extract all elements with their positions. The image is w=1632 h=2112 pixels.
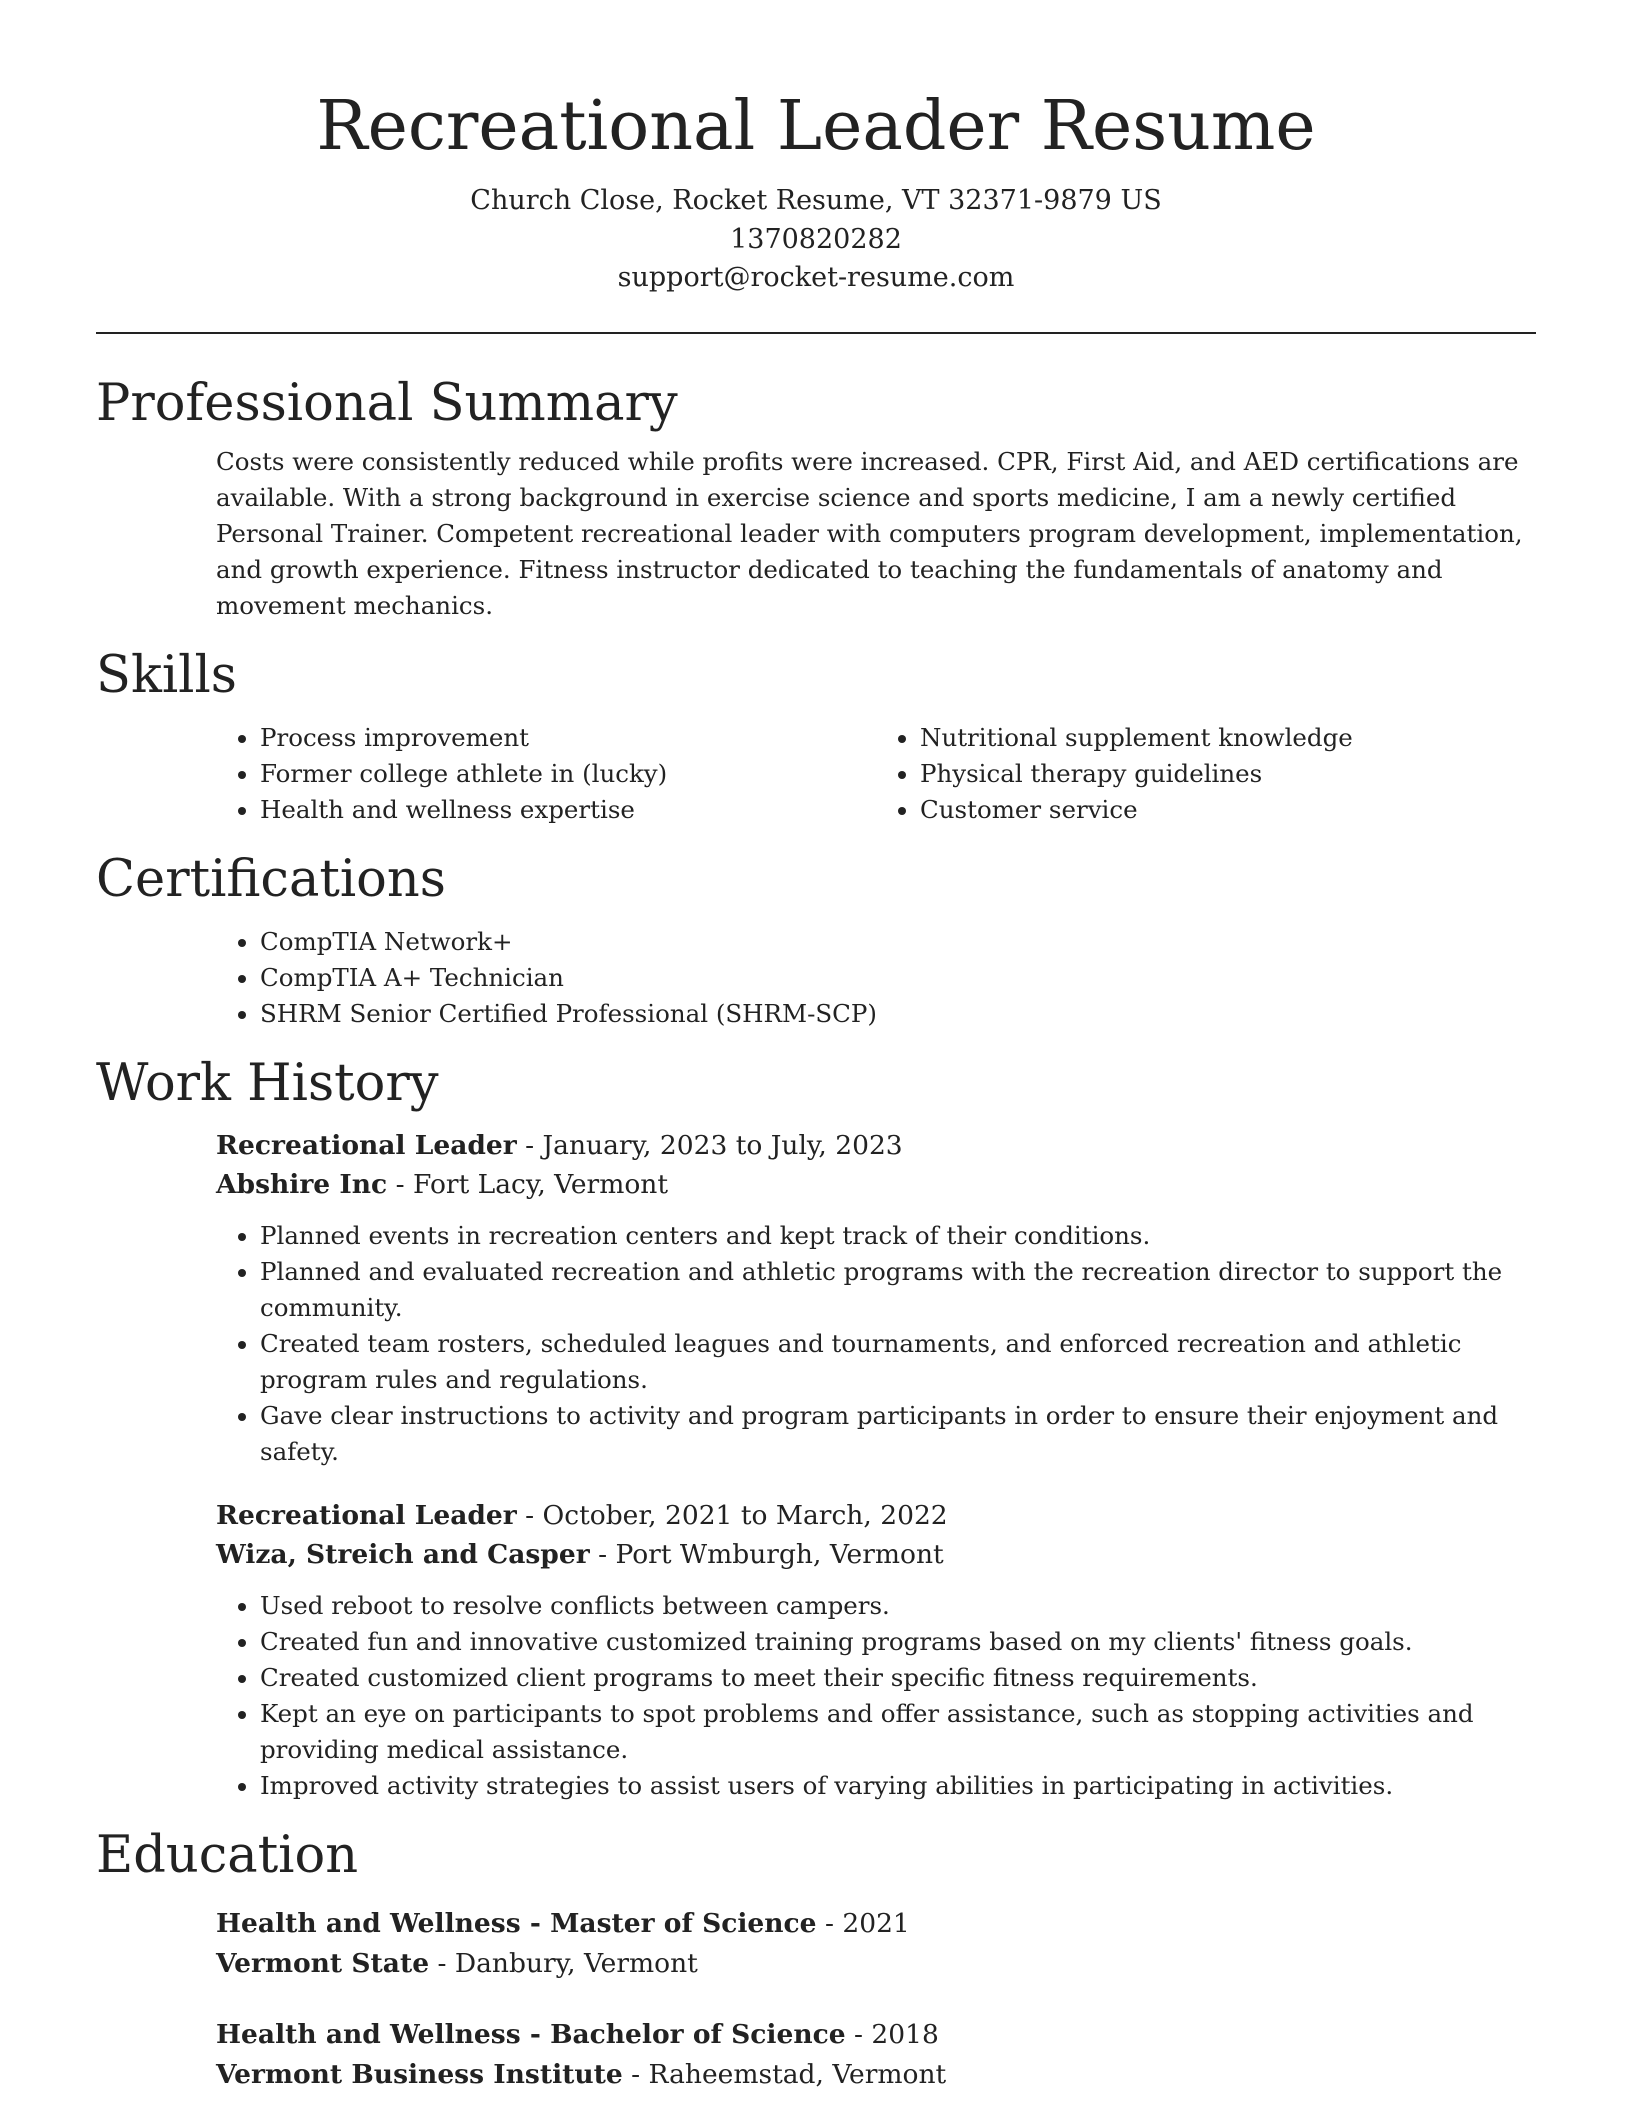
job-bullet: • Gave clear instructions to activity and program participants in order to ensure their enjoyment and safety. (260, 1398, 1536, 1470)
education-section (96, 1824, 1536, 2095)
job-company: Wiza, Streich and Casper (216, 1538, 590, 1570)
skills-list-left (216, 720, 876, 828)
education-school: Vermont Business Institute (216, 2058, 623, 2090)
job-entry (216, 1126, 1536, 1470)
education-entry (216, 2015, 1536, 2095)
skills-heading: Skills (96, 645, 237, 705)
work-history-heading: Work History (96, 1053, 439, 1113)
job-title: Recreational Leader (216, 1499, 517, 1531)
education-heading: Education (96, 1825, 359, 1885)
education-year: - 2021 (816, 1907, 910, 1939)
certifications-list (216, 924, 1536, 1032)
job-company: Abshire Inc (216, 1168, 388, 1200)
skill-item: • Customer service (920, 792, 1536, 828)
contact-email: support@rocket-resume.com (617, 262, 1015, 293)
education-entry (216, 1904, 1536, 1984)
job-bullet: • Planned and evaluated recreation and athletic programs with the recreation director to support the community. (260, 1254, 1536, 1326)
summary-section (96, 372, 1536, 624)
contact-block (96, 182, 1536, 298)
skill-item: • Former college athlete in (lucky) (260, 756, 876, 792)
job-bullet: • Kept an eye on participants to spot problems and offer assistance, such as stopping activities and providing medical assistance. (260, 1696, 1536, 1768)
skills-columns (96, 720, 1536, 828)
skill-item: • Physical therapy guidelines (920, 756, 1536, 792)
job-bullet: • Used reboot to resolve conflicts between campers. (260, 1588, 1536, 1624)
job-title-line (216, 1126, 1536, 1165)
job-bullet: • Created fun and innovative customized training programs based on my clients' fitness goals. (260, 1624, 1536, 1660)
certifications-heading: Certifications (96, 849, 446, 909)
skills-list-right (876, 720, 1536, 828)
job-company-line (216, 1535, 1536, 1574)
certification-item: • CompTIA Network+ (260, 924, 1536, 960)
education-location: - Danbury, Vermont (429, 1947, 698, 1979)
contact-phone: 1370820282 (730, 223, 902, 255)
job-company-line (216, 1165, 1536, 1204)
job-bullet: • Created team rosters, scheduled leagues and tournaments, and enforced recreation and athletic program rules and regulations. (260, 1326, 1536, 1398)
job-title: Recreational Leader (216, 1129, 517, 1161)
summary-heading: Professional Summary (96, 373, 678, 433)
skill-item: • Nutritional supplement knowledge (920, 720, 1536, 756)
education-degree: Health and Wellness - Bachelor of Science (216, 2018, 846, 2050)
education-school: Vermont State (216, 1947, 430, 1979)
certification-item: • CompTIA A+ Technician (260, 960, 1536, 996)
resume-title: Recreational Leader Resume (316, 87, 1316, 166)
certification-item: • SHRM Senior Certified Professional (SHRM-SCP) (260, 996, 1536, 1032)
contact-address: Church Close, Rocket Resume, VT 32371-9879 US (470, 185, 1162, 216)
job-bullets (216, 1588, 1536, 1804)
education-degree: Health and Wellness - Master of Science (216, 1907, 817, 1939)
job-dates: - October, 2021 to March, 2022 (516, 1499, 948, 1531)
job-bullet: • Planned events in recreation centers and kept track of their conditions. (260, 1218, 1536, 1254)
job-bullet: • Created customized client programs to meet their specific fitness requirements. (260, 1660, 1536, 1696)
skill-item: • Health and wellness expertise (260, 792, 876, 828)
work-history-section (96, 1052, 1536, 1804)
education-year: - 2018 (845, 2018, 939, 2050)
job-entry (216, 1496, 1536, 1804)
job-location: - Fort Lacy, Vermont (387, 1168, 669, 1200)
skills-section (96, 644, 1536, 828)
skill-item: • Process improvement (260, 720, 876, 756)
certifications-section (96, 848, 1536, 1032)
job-location: - Port Wmburgh, Vermont (589, 1538, 944, 1570)
summary-text: Costs were consistently reduced while profits were increased. CPR, First Aid, and AED certifications are available. With a strong background in exercise science and sports medicine, I am a newly certified Personal Trainer. Competent recreational leader with computers program development, implementation, and growth experience. Fitness instructor dedicated to teaching the fundamentals of anatomy and movement mechanics. (216, 446, 1523, 620)
education-location: - Raheemstad, Vermont (622, 2058, 947, 2090)
job-title-line (216, 1496, 1536, 1535)
job-bullets (216, 1218, 1536, 1470)
job-dates: - January, 2023 to July, 2023 (516, 1129, 903, 1161)
job-bullet: • Improved activity strategies to assist users of varying abilities in participating in activities. (260, 1768, 1536, 1804)
header-divider (96, 332, 1536, 334)
